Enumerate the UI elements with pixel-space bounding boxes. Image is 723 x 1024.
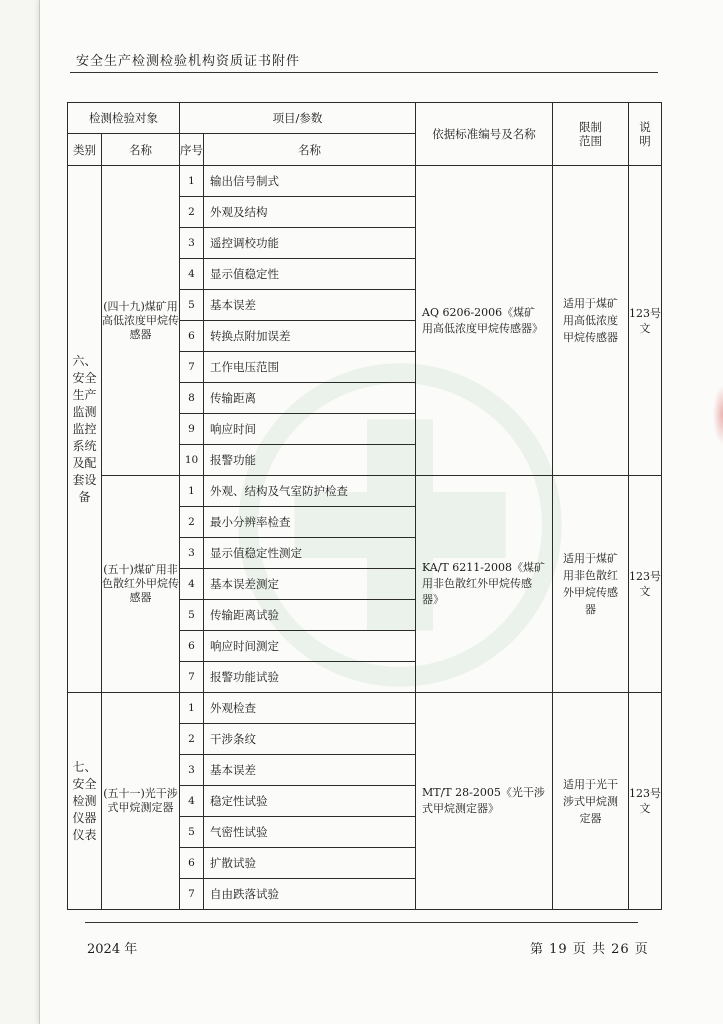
item-seq: 4 — [180, 259, 204, 290]
header-name: 名称 — [102, 134, 180, 166]
note-cell: 123号文 — [629, 476, 662, 693]
table-row — [68, 166, 662, 197]
header-category: 类别 — [68, 134, 102, 166]
header-rule — [70, 72, 658, 73]
category-cell — [68, 166, 102, 693]
table-row — [68, 693, 662, 724]
item-seq: 10 — [180, 445, 204, 476]
limit-cell: 适用于煤矿用高低浓度甲烷传感器 — [553, 166, 629, 476]
object-name-cell: (五十一)光干涉式甲烷测定器 — [102, 693, 180, 910]
item-name: 基本误差测定 — [204, 569, 416, 600]
footer-rule — [85, 922, 638, 923]
item-name: 遥控调校功能 — [204, 228, 416, 259]
item-name: 输出信号制式 — [204, 166, 416, 197]
item-name: 传输距离 — [204, 383, 416, 414]
header-seq: 序号 — [180, 134, 204, 166]
header-limit-text: 限制 范围 — [579, 120, 602, 148]
item-name: 干涉条纹 — [204, 724, 416, 755]
item-name: 报警功能 — [204, 445, 416, 476]
category-text: 六、安全生产监测监控系统及配套设备 — [72, 353, 97, 504]
header-note-text: 说 明 — [639, 120, 651, 148]
item-seq: 7 — [180, 352, 204, 383]
item-seq: 2 — [180, 507, 204, 538]
item-name: 工作电压范围 — [204, 352, 416, 383]
item-seq: 3 — [180, 228, 204, 259]
item-seq: 3 — [180, 538, 204, 569]
footer-year: 2024 年 — [87, 942, 138, 957]
item-name: 显示值稳定性 — [204, 259, 416, 290]
item-name: 外观、结构及气室防护检查 — [204, 476, 416, 507]
item-seq: 1 — [180, 693, 204, 724]
item-seq: 2 — [180, 197, 204, 228]
qualification-table — [67, 102, 662, 910]
item-name: 自由跌落试验 — [204, 879, 416, 910]
footer-page-number: 第 19 页 共 26 页 — [530, 942, 649, 957]
seal-stamp-edge — [713, 385, 723, 445]
item-seq: 1 — [180, 476, 204, 507]
item-name: 转换点附加误差 — [204, 321, 416, 352]
object-name-cell: (四十九)煤矿用高低浓度甲烷传感器 — [102, 166, 180, 476]
item-name: 扩散试验 — [204, 848, 416, 879]
category-cell — [68, 693, 102, 910]
item-seq: 9 — [180, 414, 204, 445]
item-seq: 5 — [180, 290, 204, 321]
category-text: 七、安全检测仪器仪表 — [72, 759, 97, 842]
item-seq: 7 — [180, 879, 204, 910]
item-seq: 5 — [180, 817, 204, 848]
item-name: 响应时间 — [204, 414, 416, 445]
standard-cell: KA/T 6211-2008《煤矿用非色散红外甲烷传感器》 — [416, 476, 553, 693]
item-seq: 3 — [180, 755, 204, 786]
item-seq: 6 — [180, 321, 204, 352]
object-name-cell: (五十)煤矿用非色散红外甲烷传感器 — [102, 476, 180, 693]
standard-cell: AQ 6206-2006《煤矿用高低浓度甲烷传感器》 — [416, 166, 553, 476]
item-seq: 6 — [180, 848, 204, 879]
header-limit — [553, 103, 629, 166]
header-params: 项目/参数 — [180, 103, 416, 134]
header-item-name: 名称 — [204, 134, 416, 166]
header-note — [629, 103, 662, 166]
item-seq: 2 — [180, 724, 204, 755]
item-name: 传输距离试验 — [204, 600, 416, 631]
item-name: 响应时间测定 — [204, 631, 416, 662]
item-seq: 1 — [180, 166, 204, 197]
item-seq: 4 — [180, 569, 204, 600]
item-name: 最小分辨率检查 — [204, 507, 416, 538]
item-name: 气密性试验 — [204, 817, 416, 848]
header-standard: 依据标准编号及名称 — [416, 103, 553, 166]
limit-cell: 适用于煤矿用非色散红外甲烷传感器 — [553, 476, 629, 693]
note-cell: 123号文 — [629, 166, 662, 476]
item-seq: 7 — [180, 662, 204, 693]
item-seq: 5 — [180, 600, 204, 631]
item-name: 基本误差 — [204, 755, 416, 786]
limit-cell: 适用于光干涉式甲烷测定器 — [553, 693, 629, 910]
page-header-title: 安全生产检测检验机构资质证书附件 — [76, 54, 301, 69]
note-cell: 123号文 — [629, 693, 662, 910]
standard-cell: MT/T 28-2005《光干涉式甲烷测定器》 — [416, 693, 553, 910]
item-name: 外观检查 — [204, 693, 416, 724]
item-name: 稳定性试验 — [204, 786, 416, 817]
table-row — [68, 476, 662, 507]
item-name: 显示值稳定性测定 — [204, 538, 416, 569]
item-name: 外观及结构 — [204, 197, 416, 228]
header-object: 检测检验对象 — [68, 103, 180, 134]
item-name: 报警功能试验 — [204, 662, 416, 693]
item-name: 基本误差 — [204, 290, 416, 321]
item-seq: 4 — [180, 786, 204, 817]
item-seq: 6 — [180, 631, 204, 662]
item-seq: 8 — [180, 383, 204, 414]
